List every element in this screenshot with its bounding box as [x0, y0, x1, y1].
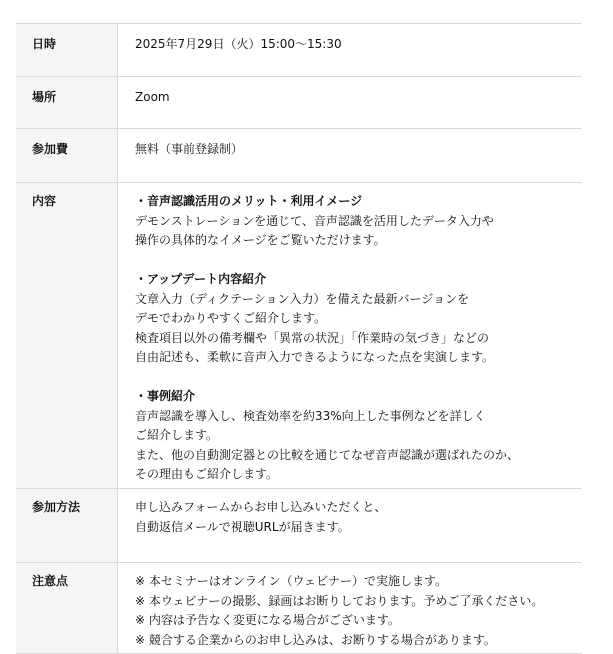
note-line: ※ 競合する企業からのお申し込みは、お断りする場合があります。	[135, 632, 496, 647]
note-line: ※ 内容は予告なく変更になる場合がございます。	[135, 613, 400, 627]
table-row	[16, 129, 582, 183]
content-line: デモンストレーションを通じて、音声認識を活用したデータ入力や	[135, 213, 494, 228]
row-label-place: 場所	[16, 77, 118, 129]
event-date-value: 2025年7月29日（火）15:00〜15:30	[118, 24, 583, 77]
event-method-value	[118, 489, 583, 563]
content-line: 自由記述も、柔軟に音声入力できるようになった点を実演します。	[135, 350, 495, 364]
content-line: 音声認識を導入し、検査効率を約33%向上した事例などを詳しく	[135, 408, 486, 423]
content-line: 検査項目以外の備考欄や「異常の状況」「作業時の気づき」などの	[135, 330, 490, 345]
section-gap	[135, 368, 582, 388]
event-content-value	[118, 183, 583, 489]
note-line: ※ 本ウェビナーの撮影、録画はお断りしております。予めご了承ください。	[135, 593, 544, 608]
content-line: また、他の自動測定器との比較を通じてなぜ音声認識が選ばれたのか、	[135, 447, 520, 462]
section-gap	[135, 251, 582, 271]
section-heading: ・事例紹介	[135, 389, 196, 403]
content-line: ご紹介します。	[135, 428, 219, 442]
table-row	[16, 489, 582, 563]
event-fee-value: 無料（事前登録制）	[118, 129, 583, 183]
table-row	[16, 77, 582, 129]
table-row	[16, 183, 582, 489]
table-row	[16, 24, 582, 77]
method-line: 自動返信メールで視聴URLが届きます。	[135, 519, 350, 534]
row-label-notes: 注意点	[16, 563, 118, 654]
note-line: ※ 本セミナーはオンライン（ウェビナー）で実施します。	[135, 574, 448, 588]
event-place-value: Zoom	[118, 77, 583, 129]
event-info-table	[16, 23, 582, 654]
row-label-content: 内容	[16, 183, 118, 489]
row-label-method: 参加方法	[16, 489, 118, 563]
row-label-date: 日時	[16, 24, 118, 77]
content-line: その理由もご紹介します。	[135, 467, 279, 481]
row-label-fee: 参加費	[16, 129, 118, 183]
content-line: 操作の具体的なイメージをご覧いただけます。	[135, 233, 386, 247]
method-line: 申し込みフォームからお申し込みいただくと、	[135, 500, 387, 514]
section-heading: ・音声認識活用のメリット・利用イメージ	[135, 194, 363, 208]
content-line: 文章入力（ディクテーション入力）を備えた最新バージョンを	[135, 291, 470, 306]
content-line: デモでわかりやすくご紹介します。	[135, 311, 327, 325]
section-heading: ・アップデート内容紹介	[135, 272, 267, 286]
